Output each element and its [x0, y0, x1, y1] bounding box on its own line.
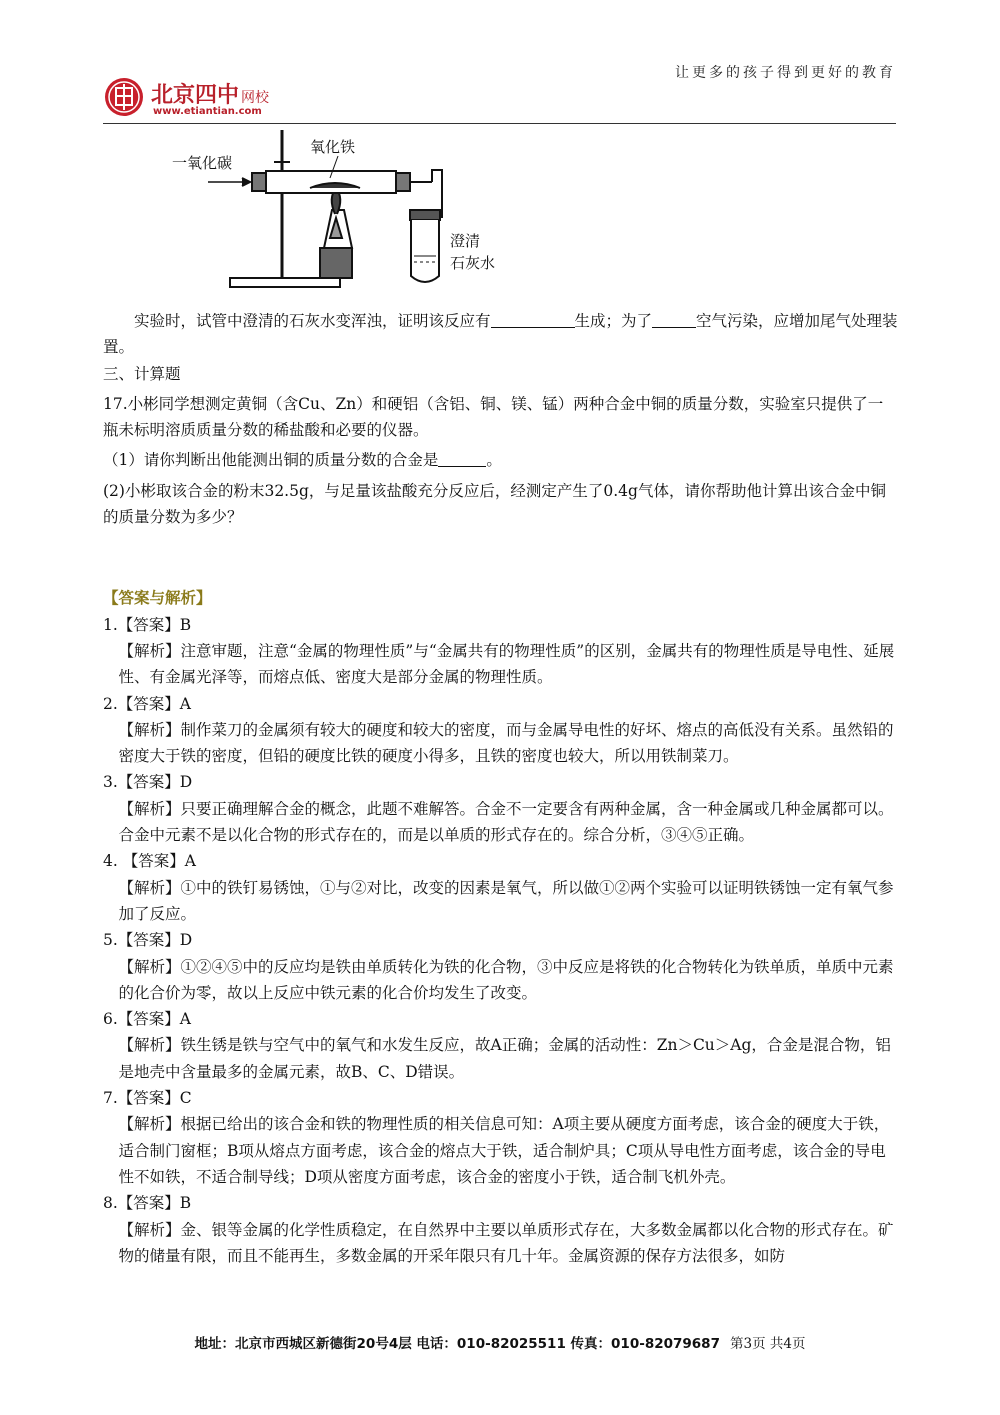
- q17-1-end: 。: [486, 451, 502, 470]
- answer-analysis: 【解析】只要正确理解合金的概念，此题不难解答。合金不一定要含有两种金属，含一种金属或几种金属都可以。合金中元素不是以化合物的形式存在的，而是以单质的形式存在的。综合分析，③④⑤正确。: [118, 799, 894, 845]
- answer-analysis: 【解析】金、银等金属的化学性质稳定，在自然界中主要以单质形式存在，大多数金属都以化合物的形式存在。矿物的储量有限，而且不能再生，多数金属的开采年限只有几十年。金属资源的保存方法很多，如防: [118, 1220, 894, 1265]
- label-limewater-2: 石灰水: [450, 254, 496, 272]
- answer-head: 2.【答案】A: [103, 694, 191, 713]
- answer-blank-3: [438, 450, 486, 467]
- answer-item-4: [103, 848, 898, 927]
- label-iron-oxide: 氧化铁: [310, 138, 356, 156]
- answer-head: 7.【答案】C: [103, 1089, 192, 1108]
- answer-head: 5.【答案】D: [103, 931, 193, 950]
- logo-suffix: 网校: [241, 90, 270, 106]
- answer-item-5: [103, 927, 898, 1006]
- section-title-calculation: 三、计算题: [103, 364, 181, 383]
- school-logo: [103, 76, 303, 126]
- answer-head: 1.【答案】B: [103, 615, 192, 634]
- logo-url: www.etiantian.com: [153, 106, 262, 117]
- answer-item-6: [103, 1006, 898, 1085]
- answer-analysis: 【解析】①②④⑤中的反应均是铁由单质转化为铁的化合物，③中反应是将铁的化合物转化为铁单质，单质中元素的化合价为零，故以上反应中铁元素的化合价均发生了改变。: [118, 957, 894, 1002]
- logo-name: [151, 78, 269, 109]
- q17-1-text: （1）请你判断出他能测出铜的质量分数的合金是: [103, 451, 439, 470]
- answer-head: 4. 【答案】A: [103, 852, 196, 871]
- conclusion-part-3: 空气污染，应增加尾气处理装置。: [103, 312, 898, 357]
- label-carbon-monoxide: 一氧化碳: [172, 154, 233, 172]
- answer-analysis: 【解析】注意审题，注意“金属的物理性质”与“金属共有的物理性质”的区别，金属共有的物理性质是导电性、延展性、有金属光泽等，而熔点低、密度大是部分金属的物理性质。: [118, 641, 895, 687]
- conclusion-part-2: 生成；为了: [574, 312, 653, 330]
- question-17: 17.小彬同学想测定黄铜（含Cu、Zn）和硬铝（含铝、铜、镁、锰）两种合金中铜的质量分数，实验室只提供了一瓶未标明溶质质量分数的稀盐酸和必要的仪器。: [103, 394, 884, 440]
- document-body: [103, 308, 898, 1269]
- answer-item-3: [103, 769, 898, 848]
- header-rule: [103, 123, 896, 124]
- header-slogan: 让更多的孩子得到更好的教育: [675, 65, 896, 81]
- answer-item-2: [103, 691, 898, 770]
- answer-head: 3.【答案】D: [103, 773, 193, 792]
- footer-address: 地址：北京市西城区新德街20号4层 电话：010-82025511 传真：010-82079687: [194, 1336, 720, 1352]
- label-limewater-1: 澄清: [450, 232, 481, 250]
- co-reduction-apparatus-diagram: [170, 128, 510, 293]
- answer-list: [103, 612, 898, 1269]
- answer-analysis: 【解析】根据已给出的该合金和铁的物理性质的相关信息可知：A项主要从硬度方面考虑，该合金的硬度大于铁，适合制门窗框；B项从熔点方面考虑，该合金的熔点大于铁，适合制炉具；C项从导电性方面考虑，该合金的导电性不如铁，不适合制导线；D项从密度方面考虑，该合金的密度小于铁，适合制飞机外壳。: [118, 1115, 890, 1186]
- page-footer: [0, 1332, 1000, 1352]
- answer-blank-2: [652, 311, 696, 328]
- question-17-part-1: [103, 447, 898, 473]
- answer-blank-1: [491, 311, 575, 328]
- answer-item-8: [103, 1190, 898, 1269]
- logo-name-text: 北京四中: [151, 82, 240, 108]
- answer-item-1: [103, 612, 898, 691]
- answers-title: 【答案与解析】: [103, 588, 212, 608]
- answer-head: 8.【答案】B: [103, 1194, 192, 1213]
- answer-item-7: [103, 1085, 898, 1190]
- conclusion-part-1: 实验时，试管中澄清的石灰水变浑浊，证明该反应有: [134, 312, 491, 330]
- logo-seal-icon: [103, 76, 145, 118]
- answer-head: 6.【答案】A: [103, 1010, 191, 1029]
- question-17-part-2: (2)小彬取该合金的粉末32.5g，与足量该盐酸充分反应后，经测定产生了0.4g气体，请你帮助他计算出该合金中铜的质量分数为多少？: [103, 481, 886, 527]
- answer-analysis: 【解析】铁生锈是铁与空气中的氧气和水发生反应，故A正确；金属的活动性：Zn＞Cu＞Ag，合金是混合物，铝是地壳中含量最多的金属元素，故B、C、D错误。: [118, 1036, 891, 1081]
- answer-analysis: 【解析】制作菜刀的金属须有较大的硬度和较大的密度，而与金属导电性的好坏、熔点的高低没有关系。虽然铅的密度大于铁的密度，但铅的硬度比铁的硬度小得多，且铁的密度也较大，所以用铁制菜刀。: [118, 720, 894, 766]
- answer-analysis: 【解析】①中的铁钉易锈蚀，①与②对比，改变的因素是氧气，所以做①②两个实验可以证明铁锈蚀一定有氧气参加了反应。: [118, 878, 894, 923]
- page-number: 第3页 共4页: [729, 1336, 806, 1352]
- experiment-conclusion: [103, 308, 898, 361]
